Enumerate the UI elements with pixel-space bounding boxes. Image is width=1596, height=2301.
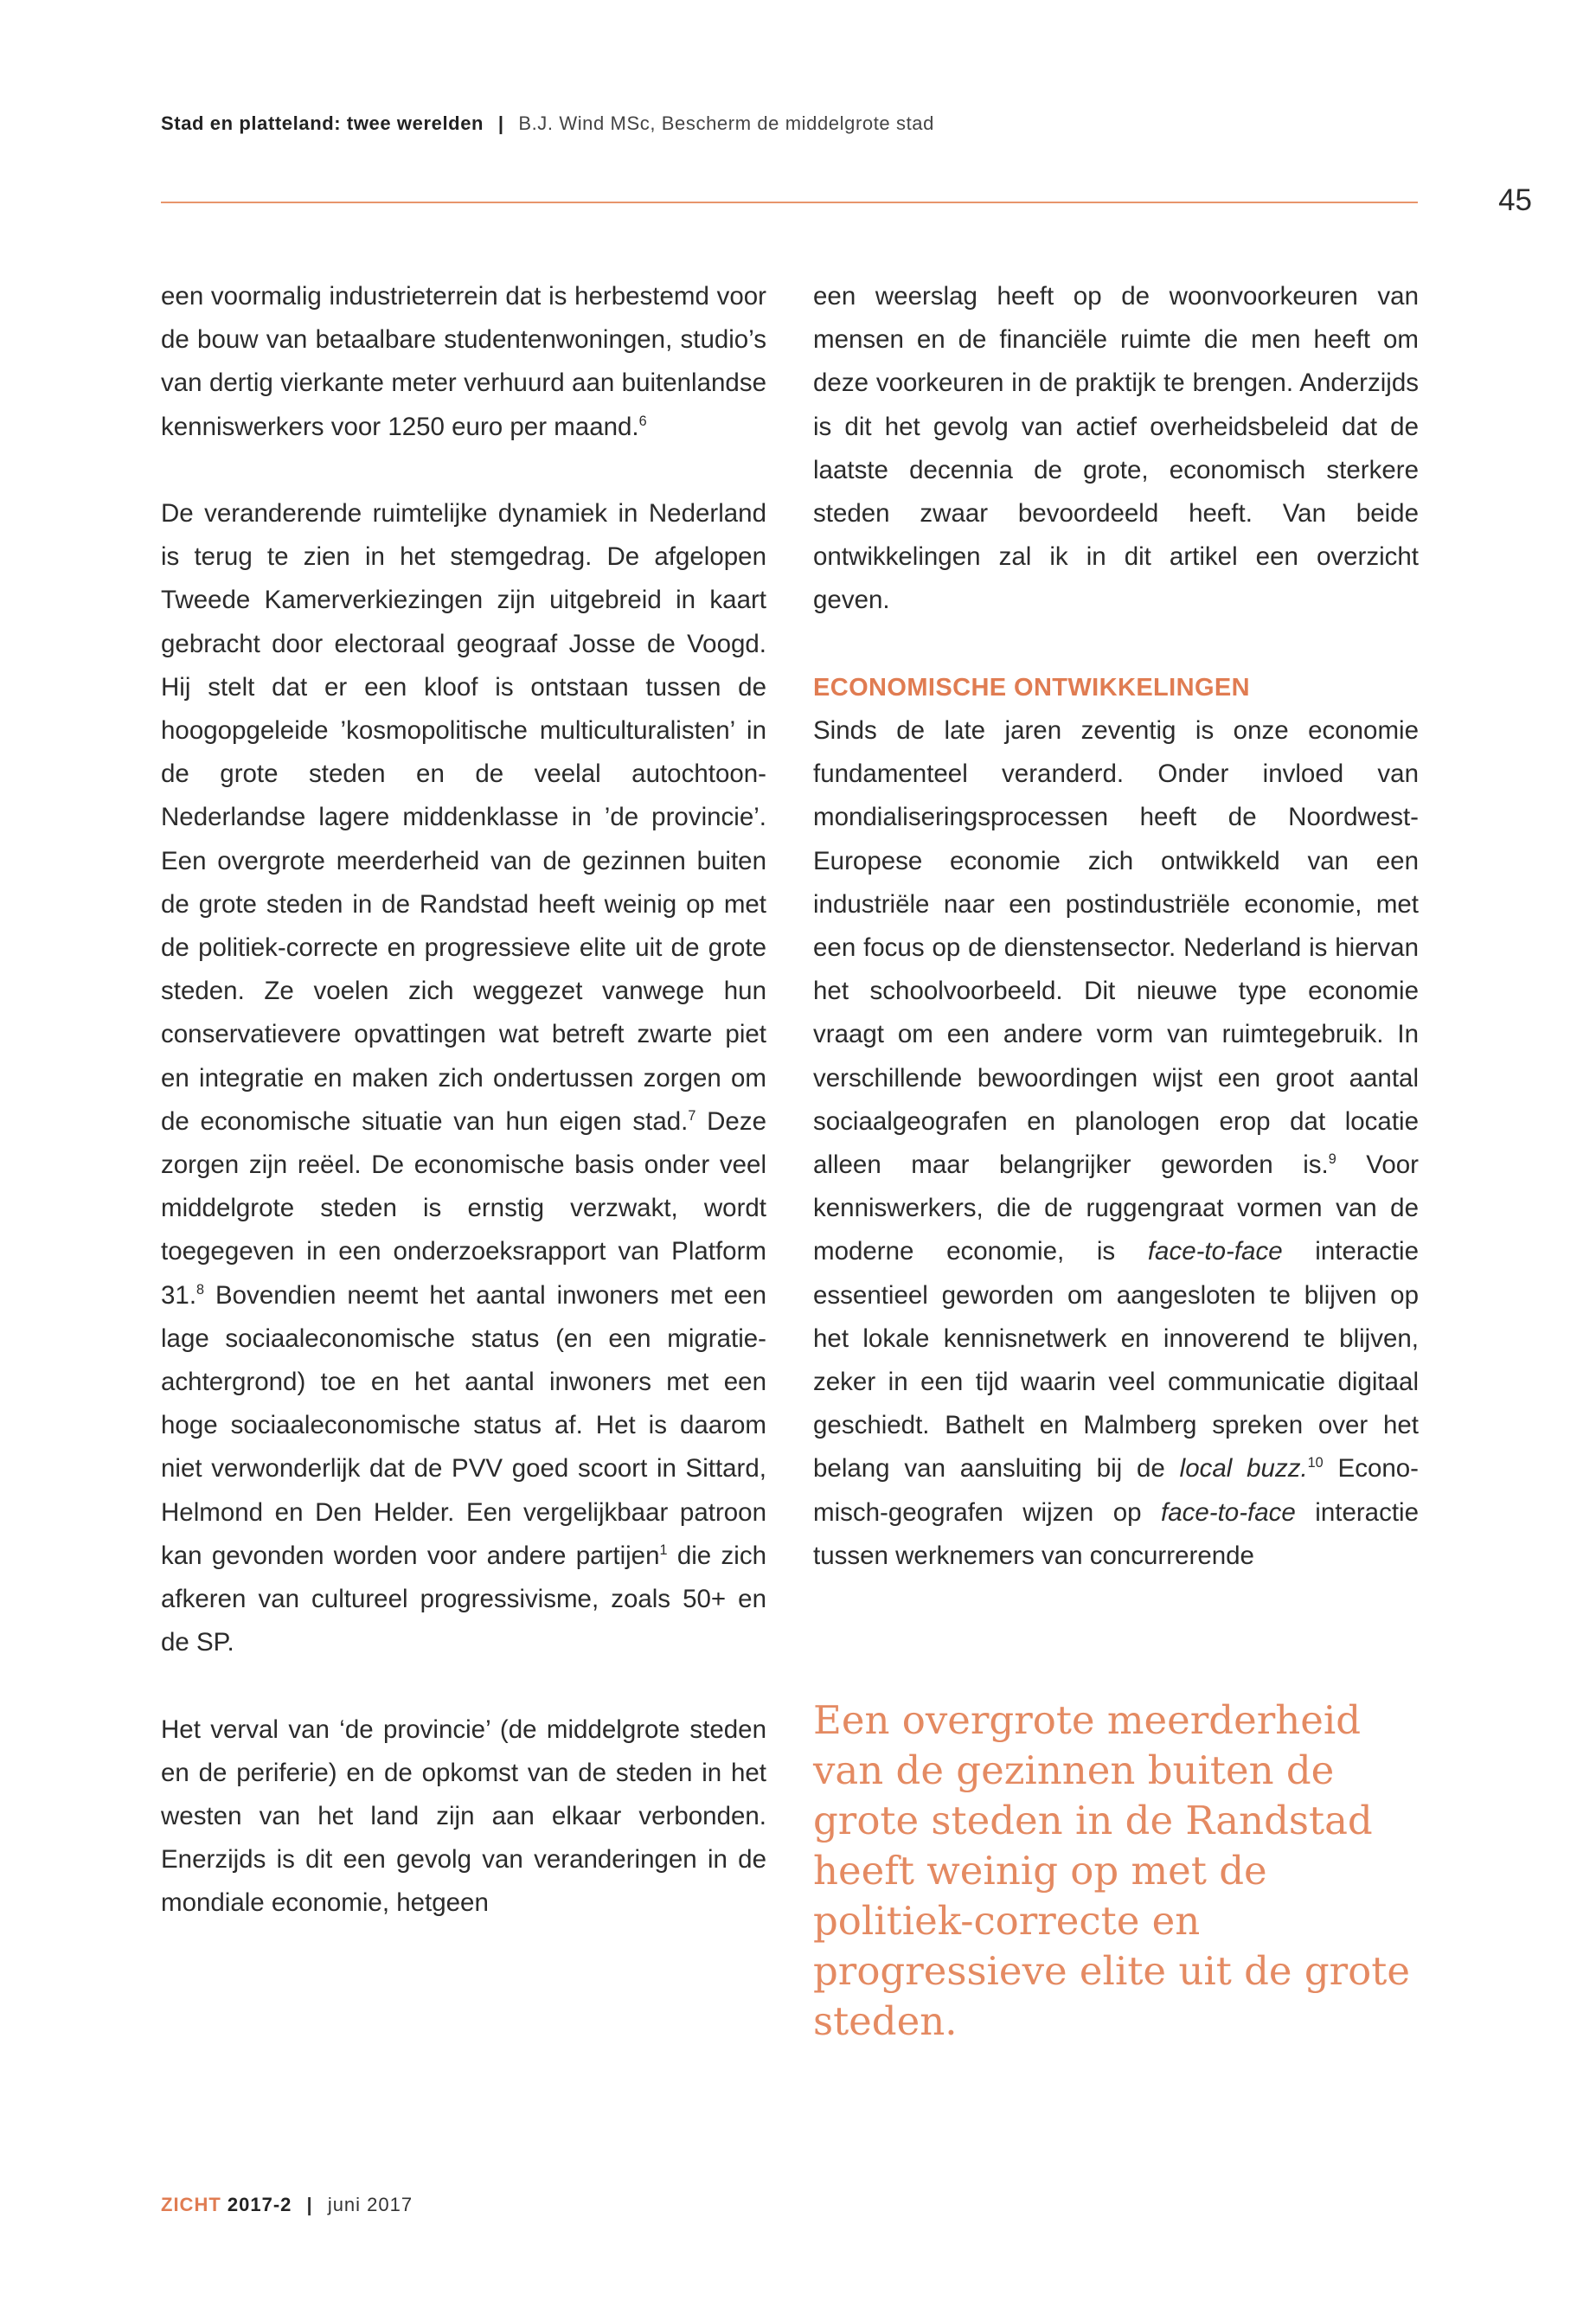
header-byline: B.J. Wind MSc, Bescherm de middelgrote stad	[518, 112, 934, 134]
header-rule	[161, 202, 1418, 203]
footer-date: juni 2017	[327, 2194, 413, 2215]
footer	[161, 2194, 413, 2216]
right-column	[813, 275, 1419, 1578]
running-header	[161, 112, 934, 135]
paragraph: een weerslag heeft op de woonvoorkeuren van mensen en de financiële ruimte die men heeft om deze voorkeuren in de praktijk te brengen. Anderzijds is dit het gevolg van actief overheidsbeleid dat de laatste decennia de grote, economisch sterkere steden zwaar bevoordeeld heeft. Van beide ontwikkelingen zal ik in dit artikel een overzicht geven.	[813, 282, 1419, 615]
footnote-ref[interactable]: 7	[688, 1108, 696, 1125]
footnote-ref[interactable]: 10	[1307, 1455, 1324, 1471]
emphasis: face-to-face	[1161, 1497, 1296, 1527]
emphasis: face-to-face	[1147, 1237, 1283, 1266]
left-column	[161, 275, 766, 1926]
section-heading: ECONOMISCHE ONTWIKKELINGEN	[813, 673, 1251, 702]
header-section-title: Stad en platteland: twee werelden	[161, 112, 484, 134]
footnote-ref[interactable]: 8	[196, 1281, 205, 1298]
header-separator: |	[497, 112, 504, 134]
pull-quote: Een overgrote meerderheid van de gezinnen buiten de grote steden in de Randstad heeft weinig op met de politiek-correcte en progressieve elite uit de grote steden.	[813, 1697, 1410, 2044]
paragraph: Sinds de late jaren zeventig is onze economie fundamenteel veranderd. Onder invloed van mondialiseringsprocessen heeft de Noordwest-Europese economie zich ontwikkeld van een industriële naar een postindustriële economie, met een focus op de dienstensector. Nederland is hiervan het schoolvoorbeeld. Dit nieuwe type economie vraagt om een andere vorm van ruimtegebruik. In verschillende bewoordingen wijst een groot aantal sociaalgeografen en planologen erop dat locatie alleen maar belangrijker geworden is.$^9$ Voor kenniswerkers, die de ruggengraat vormen van de moderne economie, is face-to-face interactie essentieel geworden om aangesloten te blijven op het lokale kennisnetwerk en innoverend te blijven, zeker in een tijd waarin veel communicatie digitaal geschiedt. Bathelt en Malmberg spreken over het belang van aansluiting bij de local buzz.$^{10}$ Economisch-geografen wijzen op face-to-face interactie tussen werknemers van concurrerende	[813, 716, 1419, 1570]
footnote-ref[interactable]: 1	[659, 1542, 668, 1559]
emphasis: local buzz.	[1179, 1454, 1308, 1484]
footer-separator: |	[306, 2194, 313, 2215]
paragraph: De veranderende ruimtelijke dynamiek in Nederland is terug te zien in het stemgedrag. De afgelopen Tweede Kamerverkiezingen zijn uitgebreid in kaart gebracht door electoraal geograaf Josse de Voogd. Hij stelt dat er een kloof is ontstaan tussen de hoogopgeleide ’kosmopolitische multiculturalisten’ in de grote steden en de veelal autochtoon-Nederlandse lagere middenklasse in ’de provincie’. Een overgrote meerderheid van de gezinnen buiten de grote steden in de Randstad heeft weinig op met de politiek-correcte en progressieve elite uit de grote steden. Ze voelen zich weggezet vanwege hun conservatievere opvattingen wat betreft zwarte piet en integratie en maken zich ondertussen zorgen om de economische situatie van hun eigen stad.$^7$ Deze zorgen zijn reëel. De economische basis onder veel middelgrote steden is ernstig verzwakt, wordt toegegeven in een onderzoeksrapport van Platform 31.$^8$ Bovendien neemt het aantal inwoners met een lage sociaaleconomische status (en een migratie-achtergrond) toe en het aantal inwoners met een hoge sociaaleconomische status af. Het is daarom niet verwonderlijk dat de PVV goed scoort in Sittard, Helmond en Den Helder. Een vergelijkbaar patroon kan gevonden worden voor andere partijen$^1$ die zich afkeren van cultureel progressivisme, zoals 50+ en de SP.	[161, 499, 766, 1657]
page-number: 45	[1498, 183, 1532, 217]
footer-brand: ZICHT	[161, 2194, 221, 2215]
paragraph: Het verval van ‘de provincie’ (de middelgrote steden en de periferie) en de opkomst van de steden in het westen van het land zijn aan elkaar verbonden. Enerzijds is dit een gevolg van veranderingen in de mondiale economie, hetgeen	[161, 1715, 766, 1918]
paragraph: een voormalig industrieterrein dat is herbestemd voor de bouw van betaalbare studentenwoningen, studio’s van dertig vierkante meter verhuurd aan buitenlandse kenniswerkers voor 1250 euro per maand.$^6$	[161, 282, 766, 441]
footnote-ref[interactable]: 6	[638, 413, 647, 429]
footnote-ref[interactable]: 9	[1328, 1151, 1336, 1168]
footer-issue: 2017-2	[227, 2194, 292, 2215]
